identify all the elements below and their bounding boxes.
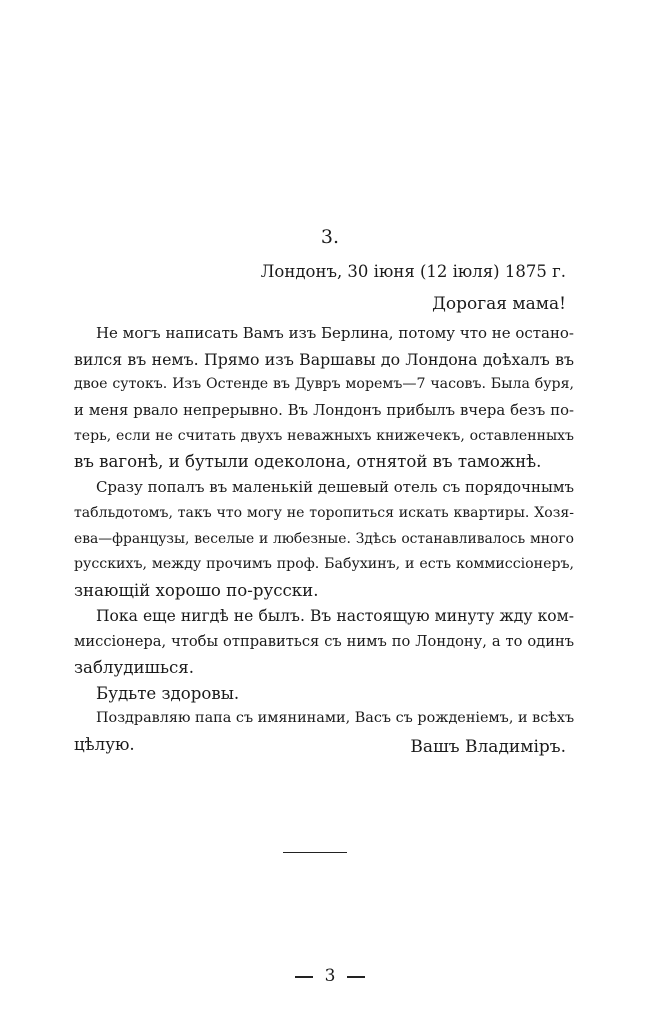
text-line: и меня рвало непрерывно. Въ Лондонъ прибылъ вчера безъ по- [74,402,574,420]
text-line: терь, если не считать двухъ неважныхъ книжечекъ, оставленныхъ [74,427,574,444]
section-divider [283,852,347,853]
text-line: Пока еще нигдѣ не былъ. Въ настоящую минуту жду ком- [96,606,574,625]
folio-dash-left [295,976,313,978]
paragraph [74,604,574,681]
dateline: Лондонъ, 30 іюня (12 іюля) 1875 г. [260,262,566,281]
text-line: Поздравляю папа съ имянинами, Васъ съ рожденіемъ, и всѣхъ [96,710,575,727]
text-line: вился въ немъ. Прямо изъ Варшавы до Лондона доѣхалъ въ [74,349,574,369]
paragraph [74,681,574,707]
text-line: Будьте здоровы. [96,683,240,703]
text-line: русскихъ, между прочимъ проф. Бабухинъ, и есть коммиссіонеръ, [74,556,574,573]
text-line: ева—французы, веселые и любезные. Здѣсь останавливалось много [74,530,574,547]
text-line: знающій хорошо по-русски. [74,580,319,600]
folio-number: 3 [324,966,336,986]
page-number [0,966,650,986]
folio-dash-right [347,976,365,978]
text-line: двое сутокъ. Изъ Остенде въ Дувръ моремъ—7 часовъ. Была буря, [74,376,574,393]
paragraph [74,475,574,603]
paragraph [74,321,574,475]
text-line: заблудишься. [74,657,195,677]
text-line: Не могъ написать Вамъ изъ Берлина, потому что не остано- [96,324,574,342]
letter-body [74,321,574,758]
text-line: Сразу попалъ въ маленькій дешевый отель съ порядочнымъ [96,478,574,497]
letter-number: 3. [320,226,340,248]
salutation: Дорогая мама! [432,294,566,314]
text-line: цѣлую. [74,735,135,754]
signature: Вашъ Владиміръ. [410,737,566,757]
text-line: миссіонера, чтобы отправиться съ нимъ по Лондону, а то одинъ [74,633,574,651]
text-line: въ вагонѣ, и бутыли одеколона, отнятой въ таможнѣ. [74,452,542,472]
text-line: табльдотомъ, такъ что могу не торопиться искать квартиры. Хозя- [74,504,574,521]
